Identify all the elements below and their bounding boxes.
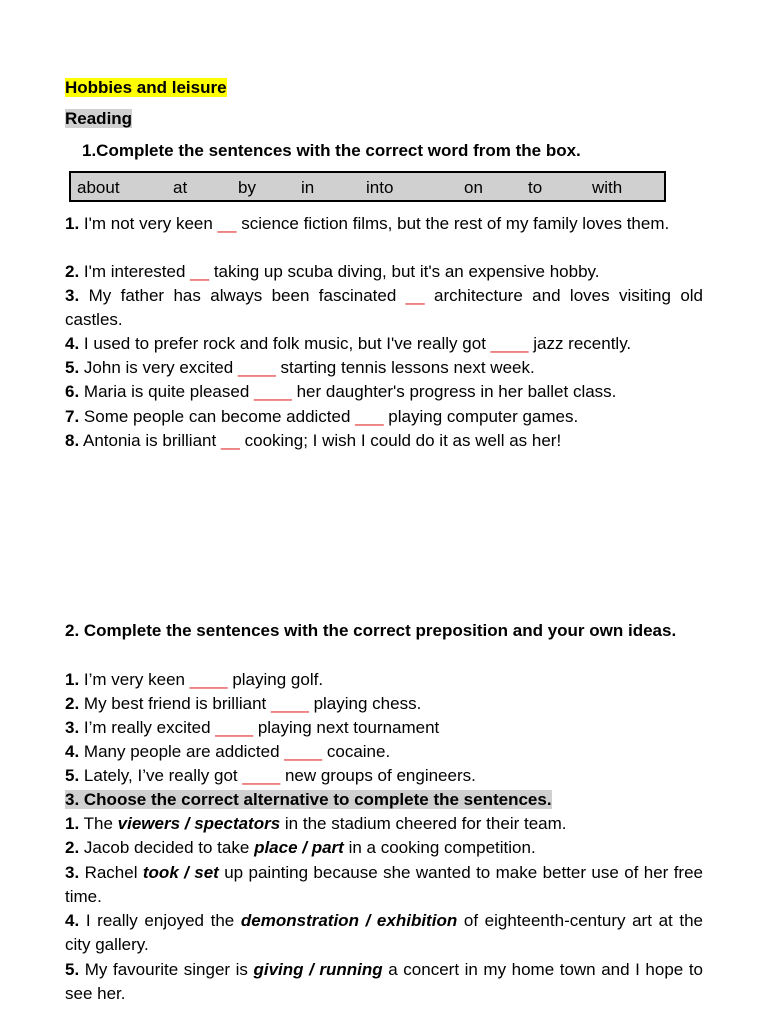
item-text: of eighteenth-century art at the city gallery. (65, 911, 704, 954)
item-number: 4. (65, 334, 80, 353)
answer-blank[interactable]: ___ (355, 407, 384, 426)
item-number: 4. (65, 742, 80, 761)
answer-blank[interactable]: __ (220, 431, 240, 450)
answer-blank[interactable]: __ (190, 262, 210, 281)
worksheet-title-row (65, 76, 703, 100)
item-text: Lately, I’ve really got (83, 766, 238, 785)
item-text: new groups of engineers. (284, 766, 476, 785)
exercise2-item (65, 764, 703, 788)
item-text: Maria is quite pleased (83, 382, 250, 401)
item-text: I really enjoyed the (85, 911, 235, 930)
item-text: in a cooking competition. (348, 838, 536, 857)
answer-blank[interactable]: ____ (242, 766, 281, 785)
exercise1-item (65, 332, 703, 356)
item-text: I used to prefer rock and folk music, but I've really got (83, 334, 486, 353)
word-box-item: on (464, 178, 483, 197)
word-box-item: about (77, 178, 120, 197)
item-text: science fiction films, but the rest of my family loves them. (241, 214, 670, 233)
section-label: Reading (65, 109, 133, 128)
word-box-item: in (301, 178, 315, 197)
exercise1-item (65, 405, 703, 429)
item-text: cooking; I wish I could do it as well as her! (244, 431, 562, 450)
item-number: 1. (65, 214, 80, 233)
exercise3-item (65, 909, 703, 957)
item-number: 2. (65, 838, 80, 857)
worksheet-title: Hobbies and leisure (65, 78, 227, 97)
exercise3-item (65, 861, 703, 909)
answer-choice[interactable]: place / part (254, 838, 344, 857)
item-number: 2. (65, 262, 80, 281)
answer-blank[interactable]: ____ (271, 694, 309, 713)
item-number: 4. (65, 911, 80, 930)
item-text: playing chess. (313, 694, 422, 713)
answer-blank[interactable]: ____ (284, 742, 323, 761)
item-number: 5. (65, 960, 80, 979)
item-number: 1. (65, 670, 80, 689)
item-text: up painting because she wanted to make better use of her free time. (65, 863, 703, 906)
item-text: playing golf. (232, 670, 324, 689)
item-text: playing next tournament (257, 718, 440, 737)
exercise3-item (65, 836, 703, 860)
word-box (69, 171, 666, 202)
item-text: architecture and loves visiting old castles. (65, 286, 704, 329)
exercise1-item (65, 212, 703, 236)
answer-blank[interactable]: ____ (189, 670, 228, 689)
item-text: playing computer games. (388, 407, 579, 426)
item-number: 3. (65, 718, 80, 737)
item-text: Jacob decided to take (83, 838, 250, 857)
word-box-item: to (528, 178, 543, 197)
item-text: My best friend is brilliant (83, 694, 267, 713)
exercise2-item (65, 668, 703, 692)
item-number: 6. (65, 382, 80, 401)
item-text: My father has always been fascinated (88, 286, 397, 305)
item-text: I’m very keen (83, 670, 186, 689)
item-number: 7. (65, 407, 80, 426)
item-number: 5. (65, 766, 80, 785)
exercise1-item (65, 356, 703, 380)
item-number: 1. (65, 814, 80, 833)
word-box-item: into (366, 178, 394, 197)
item-text: John is very excited (83, 358, 234, 377)
item-number: 3. (65, 863, 80, 882)
exercise1-item (65, 429, 703, 453)
item-text: Rachel (84, 863, 138, 882)
answer-choice[interactable]: demonstration / exhibition (240, 911, 458, 930)
exercise3-item (65, 812, 703, 836)
answer-choice[interactable]: took / set (142, 863, 219, 882)
answer-choice[interactable]: viewers / spectators (117, 814, 281, 833)
item-text: taking up scuba diving, but it's an expensive hobby. (213, 262, 600, 281)
exercise3-item (65, 958, 703, 1006)
item-text: in the stadium cheered for their team. (284, 814, 567, 833)
answer-blank[interactable]: ____ (254, 382, 292, 401)
exercise2-item (65, 740, 703, 764)
exercise1-item (65, 260, 703, 284)
word-box-item: by (238, 178, 256, 197)
item-text: Many people are addicted (83, 742, 280, 761)
item-text: I’m really excited (83, 718, 211, 737)
answer-choice[interactable]: giving / running (253, 960, 383, 979)
exercise3-heading: 3. Choose the correct alternative to complete the sentences. (65, 790, 552, 809)
item-number: 2. (65, 694, 80, 713)
exercise2-heading: 2. Complete the sentences with the correct preposition and your own ideas. (65, 621, 677, 640)
answer-blank[interactable]: ____ (237, 358, 276, 377)
word-box-item: at (173, 178, 188, 197)
exercise1-item (65, 380, 703, 404)
item-number: 5. (65, 358, 80, 377)
item-text: I'm interested (83, 262, 186, 281)
exercise3-heading-row (65, 788, 703, 812)
item-text: Antonia is brilliant (82, 431, 217, 450)
answer-blank[interactable]: __ (217, 214, 237, 233)
item-text: cocaine. (326, 742, 391, 761)
item-text: I'm not very keen (83, 214, 213, 233)
item-text: My favourite singer is (84, 960, 248, 979)
item-text: Some people can become addicted (83, 407, 351, 426)
item-number: 3. (65, 286, 80, 305)
answer-blank[interactable]: __ (405, 286, 425, 305)
item-text: starting tennis lessons next week. (280, 358, 535, 377)
exercise2-item (65, 716, 703, 740)
item-number: 8. (65, 431, 80, 450)
item-text: The (83, 814, 113, 833)
item-text: a concert in my home town and I hope to see her. (65, 960, 703, 1003)
exercise2-item (65, 692, 703, 716)
answer-blank[interactable]: ____ (215, 718, 254, 737)
answer-blank[interactable]: ____ (490, 334, 529, 353)
section-label-row (65, 107, 703, 131)
exercise1-heading: 1.Complete the sentences with the correct word from the box. (82, 141, 581, 160)
item-text: jazz recently. (533, 334, 632, 353)
exercise1-item (65, 284, 703, 332)
item-text: her daughter's progress in her ballet class. (296, 382, 617, 401)
word-box-item: with (592, 178, 623, 197)
